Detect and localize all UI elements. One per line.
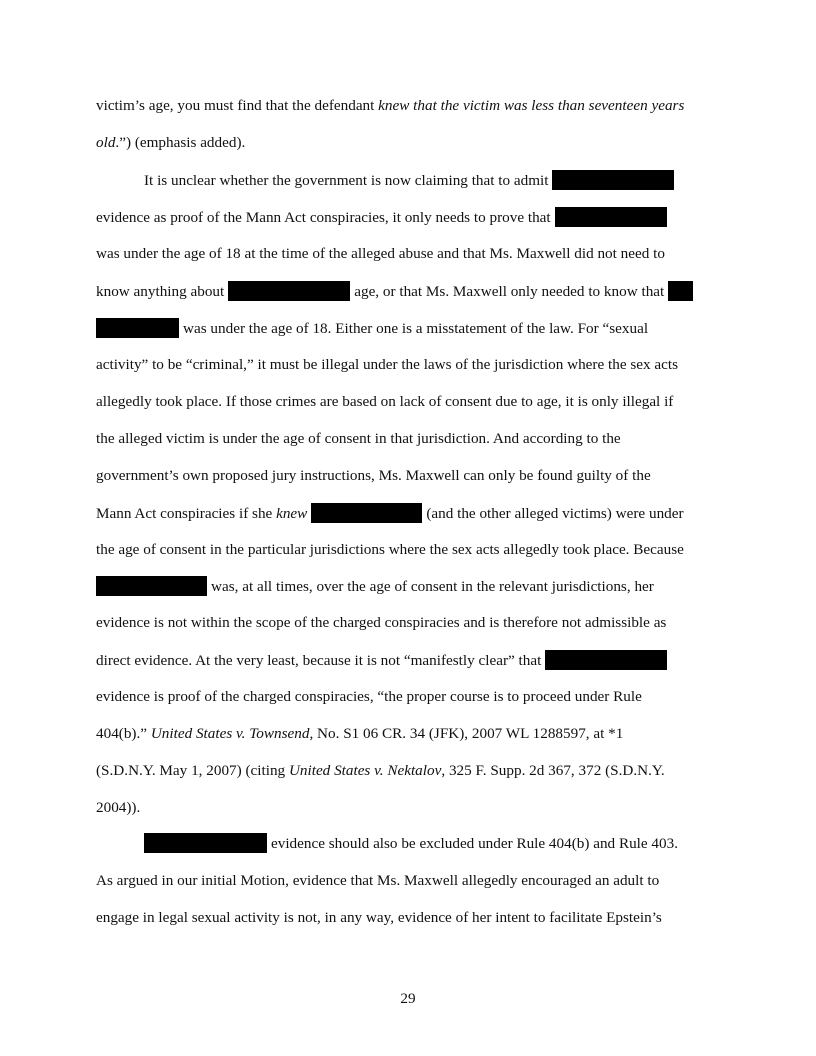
body-line: activity” to be “criminal,” it must be illegal under the laws of the jurisdiction where the sex acts [96,356,679,373]
body-line: government’s own proposed jury instructions, Ms. Maxwell can only be found guilty of the [96,467,651,484]
redaction-block [228,281,350,301]
redaction-block [555,207,667,227]
body-line: (S.D.N.Y. May 1, 2007) (citing United States v. Nektalov, 325 F. Supp. 2d 367, 372 (S.D.N.Y. [96,762,665,779]
body-line: the alleged victim is under the age of consent in that jurisdiction. And according to the [96,430,621,447]
body-line: It is unclear whether the government is now claiming that to admit [144,170,674,191]
body-line: engage in legal sexual activity is not, in any way, evidence of her intent to facilitate Epstein’s [96,909,662,926]
body-line: the age of consent in the particular jurisdictions where the sex acts allegedly took place. Because [96,541,684,558]
body-line: was under the age of 18 at the time of the alleged abuse and that Ms. Maxwell did not need to [96,245,665,262]
redaction-block [545,650,667,670]
body-line: Mann Act conspiracies if she knew (and the other alleged victims) were under [96,505,684,522]
redaction-block [96,576,207,596]
redaction-block [668,281,693,301]
body-line: know anything about age, or that Ms. Maxwell only needed to know that [96,281,693,302]
body-line: was, at all times, over the age of consent in the relevant jurisdictions, her [96,576,654,597]
redaction-block [552,170,674,190]
body-line: direct evidence. At the very least, because it is not “manifestly clear” that [96,650,667,671]
body-line: As argued in our initial Motion, evidence that Ms. Maxwell allegedly encouraged an adult to [96,872,660,889]
body-line: 404(b).” United States v. Townsend, No. S1 06 CR. 34 (JFK), 2007 WL 1288597, at *1 [96,725,624,742]
body-line: evidence should also be excluded under Rule 404(b) and Rule 403. [144,833,678,854]
body-line: old.”) (emphasis added). [96,134,246,151]
body-line: evidence is not within the scope of the charged conspiracies and is therefore not admissible as [96,614,667,631]
body-line: 2004)). [96,799,141,816]
body-line: evidence is proof of the charged conspiracies, “the proper course is to proceed under Rule [96,688,642,705]
page-number: 29 [400,990,416,1007]
body-line: victim’s age, you must find that the defendant knew that the victim was less than seventeen years [96,97,685,114]
redaction-block [96,318,179,338]
body-line: allegedly took place. If those crimes are based on lack of consent due to age, it is only illegal if [96,393,674,410]
body-line: evidence as proof of the Mann Act conspiracies, it only needs to prove that [96,207,667,228]
redaction-block [144,833,267,853]
body-line: was under the age of 18. Either one is a misstatement of the law. For “sexual [96,318,648,339]
redaction-block [311,503,422,523]
